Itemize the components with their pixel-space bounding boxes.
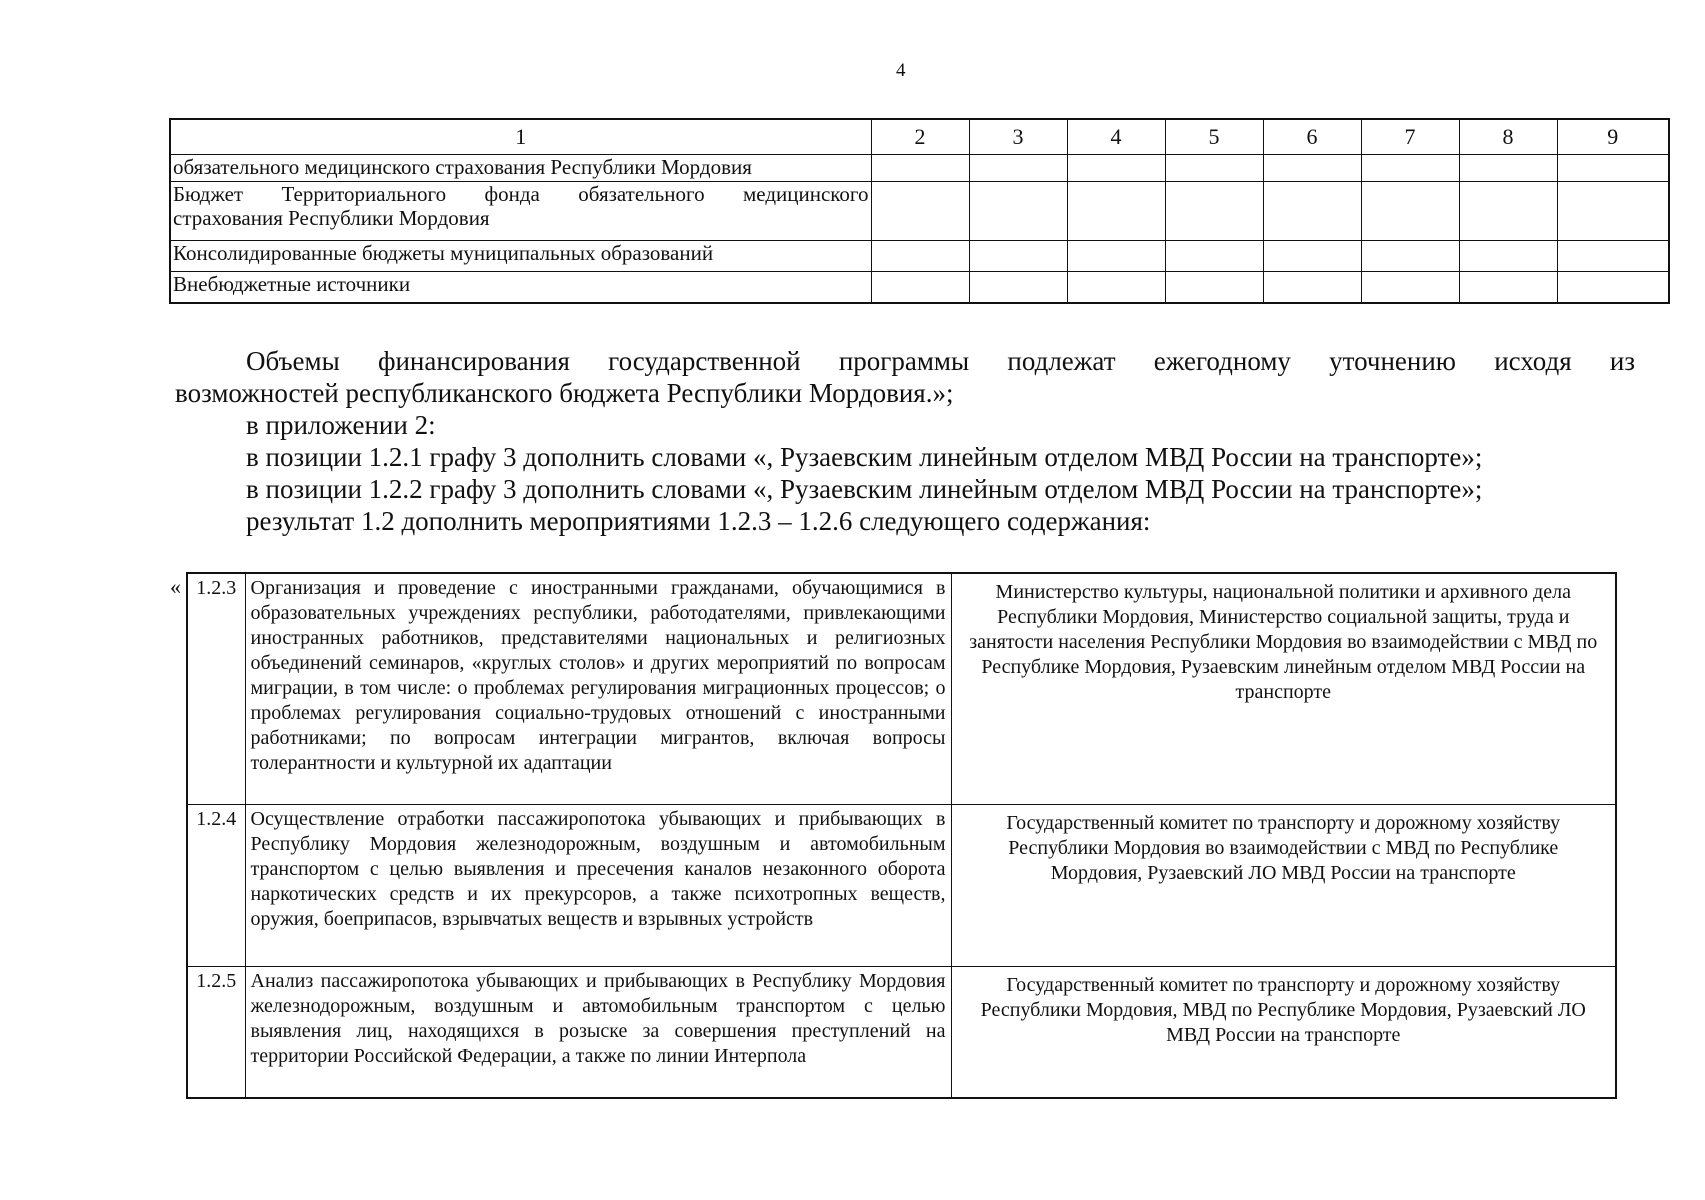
paragraph-line: возможностей республиканского бюджета Республики Мордовия.»; [175, 378, 954, 408]
table-row [170, 155, 1669, 182]
table-cell [969, 241, 1067, 272]
table-cell [969, 182, 1067, 241]
row-label: Консолидированные бюджеты муниципальных образований [170, 241, 871, 272]
table-cell [871, 182, 969, 241]
table-header-row [170, 119, 1669, 155]
measure-number: 1.2.3 [187, 573, 245, 804]
measure-description: Анализ пассажиропотока убывающих и прибывающих в Республику Мордовия железнодорожным, воздушным и автомобильным транспортом с целью выявления лиц, находящихся в розыске за совершения преступлений на территории Российской Федерации, а также по линии Интерпола [245, 966, 951, 1098]
table-cell [1067, 272, 1165, 304]
measures-table [186, 572, 1617, 1099]
table-cell [1263, 241, 1361, 272]
table-row [187, 573, 1616, 804]
column-header: 6 [1263, 119, 1361, 155]
table-cell [1459, 241, 1557, 272]
row-label: Внебюджетные источники [170, 272, 871, 304]
table-cell [1459, 182, 1557, 241]
measure-responsible: Государственный комитет по транспорту и дорожному хозяйству Республики Мордовия, МВД по Республике Мордовия, Рузаевский ЛО МВД России на транспорте [951, 966, 1616, 1098]
table-cell [1557, 182, 1669, 241]
body-text [175, 345, 1635, 537]
table-cell [1067, 155, 1165, 182]
column-header: 1 [170, 119, 871, 155]
measure-description: Организация и проведение с иностранными гражданами, обучающимися в образовательных учреждениях республики, работодателями, привлекающими иностранных работников, представителями национальных и религиозных объединений семинаров, «круглых столов» и других мероприятий по вопросам миграции, в том числе: о проблемах регулирования миграционных процессов; о проблемах регулирования социально-трудовых отношений с иностранными работниками; по вопросам интеграции мигрантов, включая вопросы толерантности и культурной их адаптации [245, 573, 951, 804]
table-cell [1557, 272, 1669, 304]
table-cell [871, 272, 969, 304]
row-label: обязательного медицинского страхования Республики Мордовия [170, 155, 871, 182]
row-label-line: страхования Республики Мордовия [173, 206, 490, 230]
table-cell [871, 241, 969, 272]
paragraph [175, 345, 1635, 377]
column-header: 8 [1459, 119, 1557, 155]
measure-responsible: Государственный комитет по транспорту и дорожному хозяйству Республики Мордовия во взаимодействии с МВД по Республике Мордовия, Рузаевский ЛО МВД России на транспорте [951, 804, 1616, 966]
table-cell [1361, 241, 1459, 272]
table-row [170, 182, 1669, 241]
row-label-line: Бюджет Территориального фонда обязательного медицинского [173, 182, 869, 206]
table-cell [969, 272, 1067, 304]
table-row [187, 804, 1616, 966]
table-cell [1165, 241, 1263, 272]
table-cell [1165, 182, 1263, 241]
measure-description: Осуществление отработки пассажиропотока убывающих и прибывающих в Республику Мордовия железнодорожным, воздушным и автомобильным транспортом с целью выявления и пресечения каналов незаконного оборота наркотических средств и их прекурсоров, а также психотропных веществ, оружия, боеприпасов, взрывчатых веществ и взрывных устройств [245, 804, 951, 966]
table-cell [1557, 155, 1669, 182]
table-row [170, 272, 1669, 304]
funding-sources-table [169, 118, 1670, 304]
opening-quote: « [170, 574, 181, 599]
paragraph: в позиции 1.2.1 графу 3 дополнить словами «, Рузаевским линейным отделом МВД России на транспорте»; [246, 442, 1483, 472]
column-header: 7 [1361, 119, 1459, 155]
column-header: 5 [1165, 119, 1263, 155]
table-cell [1263, 182, 1361, 241]
table-cell [969, 155, 1067, 182]
paragraph: в позиции 1.2.2 графу 3 дополнить словами «, Рузаевским линейным отделом МВД России на транспорте»; [246, 474, 1483, 504]
table-row [187, 966, 1616, 1098]
table-cell [1067, 241, 1165, 272]
column-header: 2 [871, 119, 969, 155]
table-cell [1459, 272, 1557, 304]
paragraph: в приложении 2: [246, 410, 436, 440]
table-cell [1557, 241, 1669, 272]
paragraph: результат 1.2 дополнить мероприятиями 1.2.3 – 1.2.6 следующего содержания: [246, 506, 1151, 536]
table-cell [1361, 155, 1459, 182]
column-header: 9 [1557, 119, 1669, 155]
table-cell [1459, 155, 1557, 182]
measure-responsible: Министерство культуры, национальной политики и архивного дела Республики Мордовия, Министерство социальной защиты, труда и занятости населения Республики Мордовия во взаимодействии с МВД по Республике Мордовия, Рузаевским линейным отделом МВД России на транспорте [951, 573, 1616, 804]
table-cell [1263, 155, 1361, 182]
table-cell [1263, 272, 1361, 304]
column-header: 4 [1067, 119, 1165, 155]
paragraph-line: Объемы финансирования государственной программы подлежат ежегодному уточнению исходя из [246, 346, 1635, 376]
table-cell [1067, 182, 1165, 241]
table-cell [1165, 155, 1263, 182]
row-label [170, 182, 871, 241]
page-number: 4 [896, 60, 906, 81]
table-cell [1361, 182, 1459, 241]
measure-number: 1.2.5 [187, 966, 245, 1098]
measure-number: 1.2.4 [187, 804, 245, 966]
table-cell [1165, 272, 1263, 304]
table-cell [871, 155, 969, 182]
table-cell [1361, 272, 1459, 304]
column-header: 3 [969, 119, 1067, 155]
table-row [170, 241, 1669, 272]
